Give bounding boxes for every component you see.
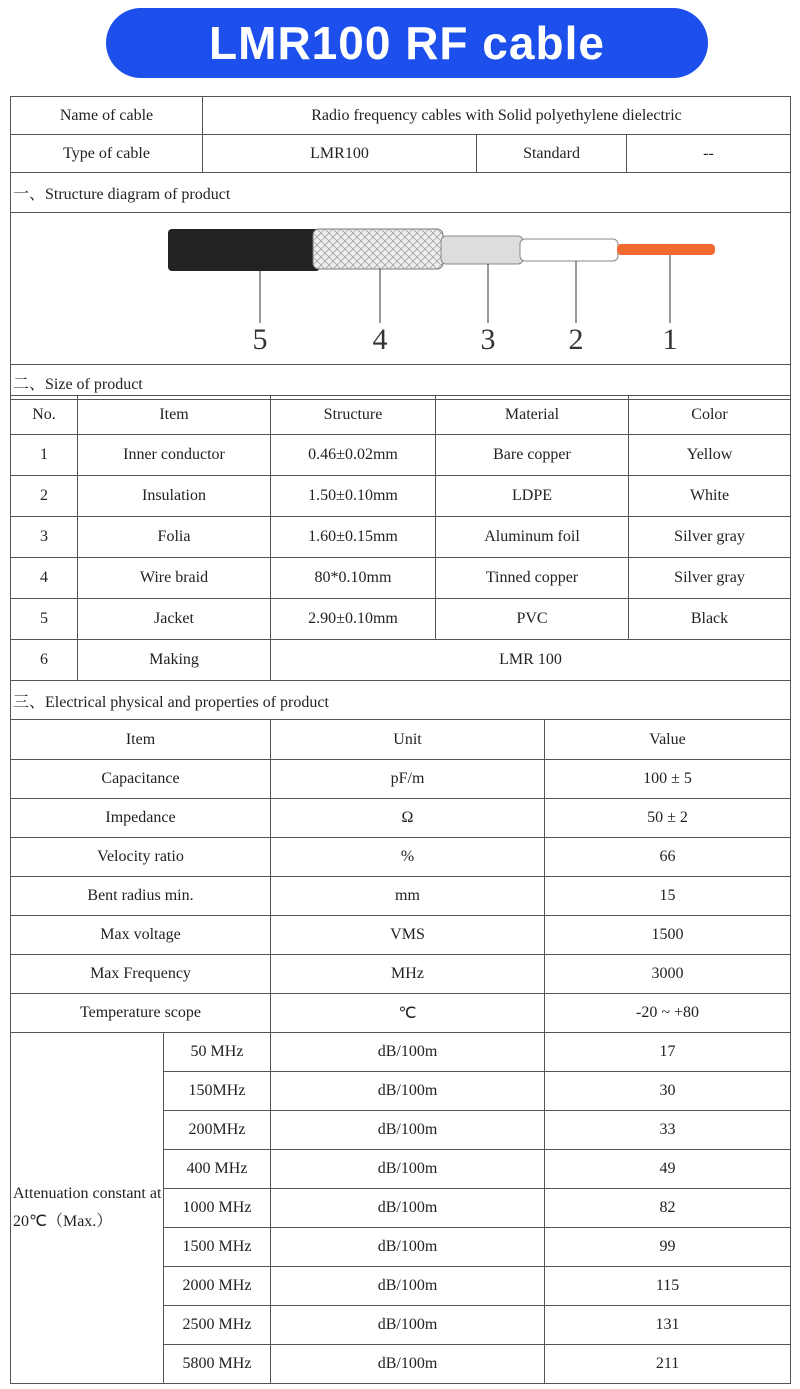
- cell-item: Insulation: [78, 476, 271, 517]
- cell-item: Inner conductor: [78, 435, 271, 476]
- cell-value: 99: [545, 1228, 791, 1267]
- type-value: LMR100: [203, 135, 477, 173]
- cell-value: 1500: [545, 916, 791, 955]
- cell-frequency: 200MHz: [164, 1111, 271, 1150]
- header-structure: Structure: [271, 396, 436, 435]
- cell-frequency: 50 MHz: [164, 1033, 271, 1072]
- cell-frequency: 1000 MHz: [164, 1189, 271, 1228]
- cell-frequency: 150MHz: [164, 1072, 271, 1111]
- cell-item: Max voltage: [11, 916, 271, 955]
- cell-item: Bent radius min.: [11, 877, 271, 916]
- section-electrical-row: [11, 681, 791, 720]
- table-row: [11, 760, 791, 799]
- cell-structure: 80*0.10mm: [271, 558, 436, 599]
- electrical-header-row: [11, 720, 791, 760]
- name-value: Radio frequency cables with Solid polyethylene dielectric: [203, 97, 791, 135]
- header-item: Item: [78, 396, 271, 435]
- table-row: [11, 994, 791, 1033]
- table-row: [11, 799, 791, 838]
- cell-value: 131: [545, 1306, 791, 1345]
- cell-unit: %: [271, 838, 545, 877]
- cell-value: 211: [545, 1345, 791, 1384]
- title-banner: LMR100 RF cable: [106, 8, 708, 78]
- cell-unit: ℃: [271, 994, 545, 1033]
- type-label: Type of cable: [11, 135, 203, 173]
- cell-no: 2: [11, 476, 78, 517]
- cell-unit: dB/100m: [271, 1033, 545, 1072]
- cell-no: 6: [11, 640, 78, 681]
- foil-layer: [441, 236, 523, 264]
- cell-item: Folia: [78, 517, 271, 558]
- cell-structure: 1.60±0.15mm: [271, 517, 436, 558]
- cell-value: 100 ± 5: [545, 760, 791, 799]
- cell-unit: MHz: [271, 955, 545, 994]
- cell-value: -20 ~ +80: [545, 994, 791, 1033]
- cell-item: Making: [78, 640, 271, 681]
- cell-value: 30: [545, 1072, 791, 1111]
- cell-material: Bare copper: [436, 435, 629, 476]
- cell-color: Silver gray: [629, 558, 791, 599]
- cell-item: Temperature scope: [11, 994, 271, 1033]
- cell-value: 17: [545, 1033, 791, 1072]
- cell-value: 15: [545, 877, 791, 916]
- cell-structure: 2.90±0.10mm: [271, 599, 436, 640]
- cell-value: 50 ± 2: [545, 799, 791, 838]
- cell-frequency: 2500 MHz: [164, 1306, 271, 1345]
- spec-table-top: [10, 96, 791, 400]
- section-electrical: 三、Electrical physical and properties of product: [11, 681, 791, 720]
- header-unit: Unit: [271, 720, 545, 760]
- cell-unit: dB/100m: [271, 1306, 545, 1345]
- cell-frequency: 400 MHz: [164, 1150, 271, 1189]
- cell-color: Black: [629, 599, 791, 640]
- cell-frequency: 1500 MHz: [164, 1228, 271, 1267]
- cell-material: LDPE: [436, 476, 629, 517]
- attenuation-label: Attenuation constant at 20℃（Max.）: [11, 1033, 164, 1384]
- table-row: [11, 955, 791, 994]
- header-no: No.: [11, 396, 78, 435]
- layer-number-label: 2: [568, 323, 583, 356]
- table-row: [11, 877, 791, 916]
- cell-color: White: [629, 476, 791, 517]
- table-row: [11, 599, 791, 640]
- cell-value: 82: [545, 1189, 791, 1228]
- cell-unit: dB/100m: [271, 1345, 545, 1384]
- cell-item: Jacket: [78, 599, 271, 640]
- header-item: Item: [11, 720, 271, 760]
- cell-unit: dB/100m: [271, 1072, 545, 1111]
- section-structure: 一、Structure diagram of product: [11, 173, 791, 213]
- table-row: [11, 435, 791, 476]
- jacket-layer: [168, 229, 320, 271]
- table-row: [11, 517, 791, 558]
- header-material: Material: [436, 396, 629, 435]
- cell-item: Capacitance: [11, 760, 271, 799]
- table-row: [11, 916, 791, 955]
- cell-value: 33: [545, 1111, 791, 1150]
- cell-material: Tinned copper: [436, 558, 629, 599]
- cell-making-value: LMR 100: [271, 640, 791, 681]
- electrical-table: [10, 680, 791, 1384]
- insulation-layer: [520, 239, 618, 261]
- standard-value: --: [627, 135, 791, 173]
- conductor-layer: [617, 244, 715, 255]
- cell-item: Velocity ratio: [11, 838, 271, 877]
- cell-no: 5: [11, 599, 78, 640]
- cell-no: 4: [11, 558, 78, 599]
- table-row: [11, 838, 791, 877]
- cell-value: 3000: [545, 955, 791, 994]
- cell-value: 66: [545, 838, 791, 877]
- cell-item: Max Frequency: [11, 955, 271, 994]
- cell-value: 115: [545, 1267, 791, 1306]
- table-row: [11, 558, 791, 599]
- cell-item: Wire braid: [78, 558, 271, 599]
- cell-unit: dB/100m: [271, 1267, 545, 1306]
- cell-no: 1: [11, 435, 78, 476]
- cell-color: Silver gray: [629, 517, 791, 558]
- table-row: [11, 476, 791, 517]
- header-color: Color: [629, 396, 791, 435]
- cell-material: Aluminum foil: [436, 517, 629, 558]
- layer-number-label: 5: [252, 323, 267, 356]
- section-size: 二、Size of product: [11, 365, 791, 400]
- cable-structure-diagram: [13, 213, 789, 359]
- cell-unit: Ω: [271, 799, 545, 838]
- attenuation-row: [11, 1033, 791, 1072]
- table-row-making: [11, 640, 791, 681]
- size-table: [10, 395, 791, 681]
- name-label: Name of cable: [11, 97, 203, 135]
- cell-structure: 0.46±0.02mm: [271, 435, 436, 476]
- cell-item: Impedance: [11, 799, 271, 838]
- cell-unit: VMS: [271, 916, 545, 955]
- standard-label: Standard: [477, 135, 627, 173]
- layer-number-label: 4: [372, 323, 387, 356]
- diagram-cell: [11, 213, 791, 365]
- layer-number-label: 3: [480, 323, 495, 356]
- cell-unit: dB/100m: [271, 1228, 545, 1267]
- cell-material: PVC: [436, 599, 629, 640]
- header-value: Value: [545, 720, 791, 760]
- cell-no: 3: [11, 517, 78, 558]
- cell-unit: dB/100m: [271, 1111, 545, 1150]
- cell-unit: pF/m: [271, 760, 545, 799]
- cell-structure: 1.50±0.10mm: [271, 476, 436, 517]
- cell-frequency: 5800 MHz: [164, 1345, 271, 1384]
- size-header-row: [11, 396, 791, 435]
- cell-unit: dB/100m: [271, 1150, 545, 1189]
- cell-unit: dB/100m: [271, 1189, 545, 1228]
- cell-frequency: 2000 MHz: [164, 1267, 271, 1306]
- layer-number-label: 1: [662, 323, 677, 356]
- cell-color: Yellow: [629, 435, 791, 476]
- cell-unit: mm: [271, 877, 545, 916]
- cell-value: 49: [545, 1150, 791, 1189]
